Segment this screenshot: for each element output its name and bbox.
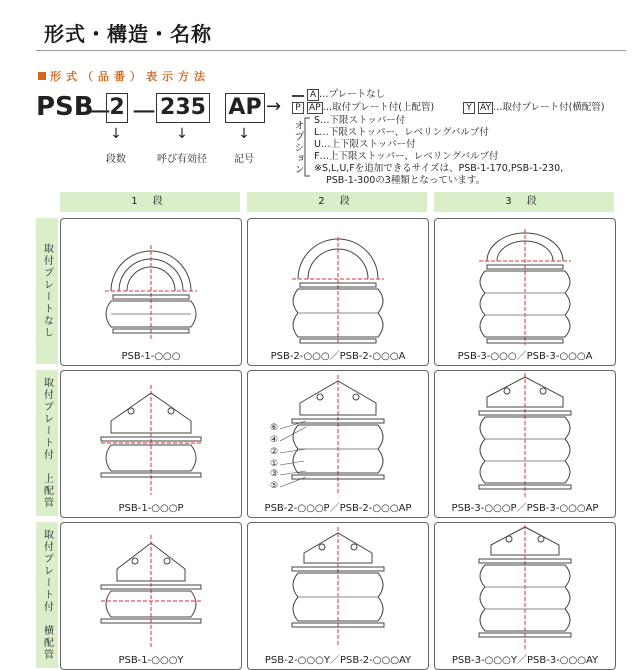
option-p-text: …取付プレート付(上配管) — [322, 102, 435, 113]
section-heading — [38, 68, 210, 84]
bellows-3-stage-side-port-drawing — [435, 523, 615, 653]
cell-1-2 — [247, 218, 429, 366]
model-caption: PSB-3-○○○P／PSB-3-○○○AP — [451, 503, 599, 514]
page-title: 形式・構造・名称 — [44, 22, 212, 46]
option-box-p: P — [292, 102, 304, 114]
code-prefix: PSB — [36, 92, 94, 122]
code-dash-2: － — [131, 98, 158, 128]
row-header-3: 取付プレート付 横配管 — [36, 522, 58, 668]
part-number: ② — [270, 447, 279, 457]
option-box-ap: AP — [309, 103, 321, 113]
stage-box: 2 — [106, 93, 128, 123]
model-caption: PSB-2-○○○P／PSB-2-○○○AP — [264, 503, 412, 514]
part-number: ④ — [270, 435, 279, 445]
row-header-2: 取付プレート付 上配管 — [36, 370, 58, 516]
option-box-y: Y — [463, 102, 475, 114]
option-a-text: …プレートなし — [319, 89, 386, 100]
bellows-3-stage-drawing — [435, 219, 615, 349]
part-number: ⑥ — [270, 423, 279, 433]
model-caption: PSB-1-○○○P — [118, 503, 184, 514]
column-header-3: 3 段 — [434, 192, 614, 212]
bellows-3-stage-top-port-drawing — [435, 371, 615, 501]
model-caption: PSB-3-○○○Y／PSB-3-○○○AY — [451, 655, 599, 666]
row-header-1: 取付プレートなし — [36, 218, 58, 364]
option-item-u: U…上下限ストッパー付 — [314, 139, 416, 150]
arrow-down-icon: ↓ — [238, 126, 250, 142]
square-bullet-icon — [38, 72, 46, 80]
option-note-line-1: ※S,L,U,Fを追加できるサイズは、PSB-1-170,PSB-1-230, — [314, 163, 564, 174]
option-vertical-label: オプション — [292, 120, 303, 175]
option-box-ay: AY — [480, 103, 491, 113]
model-caption: PSB-3-○○○／PSB-3-○○○A — [457, 351, 593, 362]
section-heading-text: 形式（品番）表示方法 — [50, 70, 210, 83]
option-item-l: L…下限ストッパー、レベリングバルブ付 — [314, 127, 489, 138]
arrow-down-icon: ↓ — [176, 126, 188, 142]
cell-2-1 — [60, 370, 242, 518]
code-dash-1: － — [86, 98, 113, 128]
column-header-2: 2 段 — [247, 192, 427, 212]
option-item-f: F…上下限ストッパー、レベリングバルブ付 — [314, 151, 499, 162]
bellows-1-stage-top-port-drawing — [61, 371, 241, 501]
bellows-1-stage-drawing — [61, 219, 241, 349]
bellows-2-stage-side-port-drawing — [248, 523, 428, 653]
model-caption: PSB-1-○○○ — [121, 351, 181, 362]
bellows-2-stage-drawing — [248, 219, 428, 349]
cell-3-3 — [434, 522, 616, 670]
right-arrow-icon: → — [266, 96, 282, 117]
cell-2-2 — [247, 370, 429, 518]
cell-3-2 — [247, 522, 429, 670]
cell-1-3 — [434, 218, 616, 366]
option-note-line-2: PSB-1-300の3種類となっています。 — [326, 175, 486, 186]
arrow-down-icon: ↓ — [110, 126, 122, 142]
option-y-text: …取付プレート付(横配管) — [493, 102, 605, 113]
part-number: ① — [270, 459, 279, 469]
size-box: 235 — [156, 93, 210, 123]
option-line-y — [463, 99, 605, 114]
model-caption: PSB-2-○○○／PSB-2-○○○A — [270, 351, 406, 362]
part-number: ⑤ — [270, 481, 279, 491]
option-box-blank — [292, 95, 304, 97]
title-divider — [36, 50, 626, 51]
option-item-s: S…下限ストッパー付 — [314, 115, 406, 126]
model-caption: PSB-1-○○○Y — [118, 655, 184, 666]
cell-2-3 — [434, 370, 616, 518]
stage-label: 段数 — [106, 154, 126, 165]
symbol-label: 記号 — [234, 154, 254, 165]
part-number: ③ — [270, 469, 279, 479]
cell-3-1 — [60, 522, 242, 670]
size-label: 呼び有効径 — [157, 154, 207, 165]
option-bracket — [302, 116, 312, 178]
option-box-a: A — [307, 89, 319, 101]
cell-1-1 — [60, 218, 242, 366]
column-header-1: 1 段 — [60, 192, 240, 212]
bellows-1-stage-side-port-drawing — [61, 523, 241, 653]
model-caption: PSB-2-○○○Y／PSB-2-○○○AY — [264, 655, 412, 666]
symbol-box: AP — [225, 93, 265, 123]
